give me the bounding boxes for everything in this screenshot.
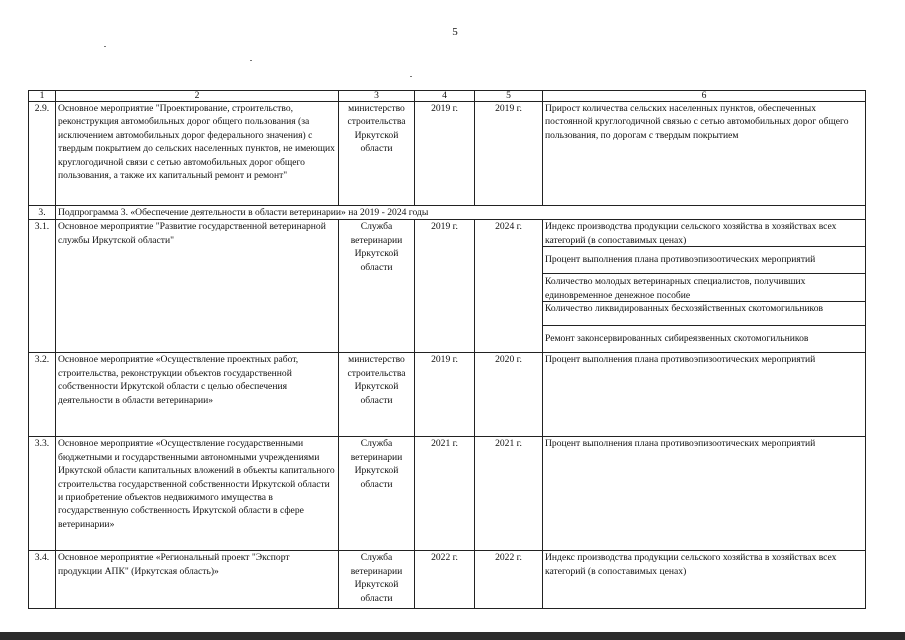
header-cell-6: 6 xyxy=(543,91,866,102)
table-row xyxy=(29,353,866,437)
row-number: 3.2. xyxy=(29,353,56,437)
indicator: Ремонт законсервированных сибиреязвенных скотомогильников xyxy=(545,333,809,345)
page-number: 5 xyxy=(452,26,458,38)
measure-name: Основное мероприятие «Осуществление государственными бюджетными и государственными автономными учреждениями Иркутской области капитальных вложений в объекты капитального строительства государственной собственности Иркутской области и приобретение объектов недвижимого имущества в государственную собственность Иркутской области в сфере ветеринарии» xyxy=(56,437,339,551)
indicator: Процент выполнения плана противоэпизоотических мероприятий xyxy=(543,437,866,551)
scan-speck xyxy=(410,76,412,77)
header-cell-3: 3 xyxy=(339,91,415,102)
table-row xyxy=(29,220,866,353)
indicator: Процент выполнения плана противоэпизоотических мероприятий xyxy=(543,247,865,274)
indicator: Количество молодых ветеринарных специалистов, получивших единовременное денежное пособие xyxy=(543,274,865,302)
scan-speck xyxy=(104,46,106,47)
table-row xyxy=(29,551,866,609)
header-cell-2: 2 xyxy=(56,91,339,102)
indicators-list xyxy=(543,220,866,353)
section-title: Подпрограмма 3. «Обеспечение деятельности в области ветеринарии» на 2019 - 2024 годы xyxy=(56,206,866,220)
row-number: 3.4. xyxy=(29,551,56,609)
executor: Служба ветеринарии Иркутской области xyxy=(339,551,415,609)
header-cell-5: 5 xyxy=(475,91,543,102)
header-cell-1: 1 xyxy=(29,91,56,102)
table-row xyxy=(29,437,866,551)
indicator: Индекс производства продукции сельского хозяйства в хозяйствах всех категорий (в сопоставимых ценах) xyxy=(543,220,865,247)
row-number: 3.3. xyxy=(29,437,56,551)
measure-name: Основное мероприятие "Проектирование, строительство, реконструкция автомобильных дорог общего пользования (за исключением автомобильных дорог федерального значения) с твердым покрытием до сельских населенных пунктов, не имеющих круглогодичной связи с сетью автомобильных дорог общего пользования, а также их капитальный ремонт и ремонт" xyxy=(56,102,339,206)
end-year: 2021 г. xyxy=(475,437,543,551)
header-row xyxy=(29,91,866,102)
section-number: 3. xyxy=(29,206,56,220)
scan-speck xyxy=(250,60,252,61)
measure-name: Основное мероприятие «Осуществление проектных работ, строительства, реконструкции объектов государственной собственности Иркутской области с целью обеспечения деятельности в области ветеринарии» xyxy=(56,353,339,437)
indicator: Прирост количества сельских населенных пунктов, обеспеченных постоянной круглогодичной связью с сетью автомобильных дорог общего пользования, по дорогам с твердым покрытием xyxy=(543,102,866,206)
executor: министерство строительства Иркутской области xyxy=(339,353,415,437)
indicator: Индекс производства продукции сельского хозяйства в хозяйствах всех категорий (в сопоставимых ценах) xyxy=(543,551,866,609)
executor: Служба ветеринарии Иркутской области xyxy=(339,220,415,353)
executor: министерство строительства Иркутской области xyxy=(339,102,415,206)
indicator: Процент выполнения плана противоэпизоотических мероприятий xyxy=(543,353,866,437)
end-year: 2022 г. xyxy=(475,551,543,609)
section-row xyxy=(29,206,866,220)
end-year: 2024 г. xyxy=(475,220,543,353)
start-year: 2019 г. xyxy=(415,102,475,206)
row-number: 3.1. xyxy=(29,220,56,353)
scan-bottom-edge xyxy=(0,632,905,640)
row-number: 2.9. xyxy=(29,102,56,206)
start-year: 2019 г. xyxy=(415,353,475,437)
measures-table xyxy=(28,90,866,609)
end-year: 2019 г. xyxy=(475,102,543,206)
measure-name: Основное мероприятие "Развитие государственной ветеринарной службы Иркутской области" xyxy=(56,220,339,353)
header-cell-4: 4 xyxy=(415,91,475,102)
end-year: 2020 г. xyxy=(475,353,543,437)
executor: Служба ветеринарии Иркутской области xyxy=(339,437,415,551)
start-year: 2021 г. xyxy=(415,437,475,551)
measure-name: Основное мероприятие «Региональный проект "Экспорт продукции АПК" (Иркутская область)» xyxy=(56,551,339,609)
indicator: Количество ликвидированных бесхозяйственных скотомогильников xyxy=(543,302,865,326)
start-year: 2019 г. xyxy=(415,220,475,353)
table-row xyxy=(29,102,866,206)
start-year: 2022 г. xyxy=(415,551,475,609)
